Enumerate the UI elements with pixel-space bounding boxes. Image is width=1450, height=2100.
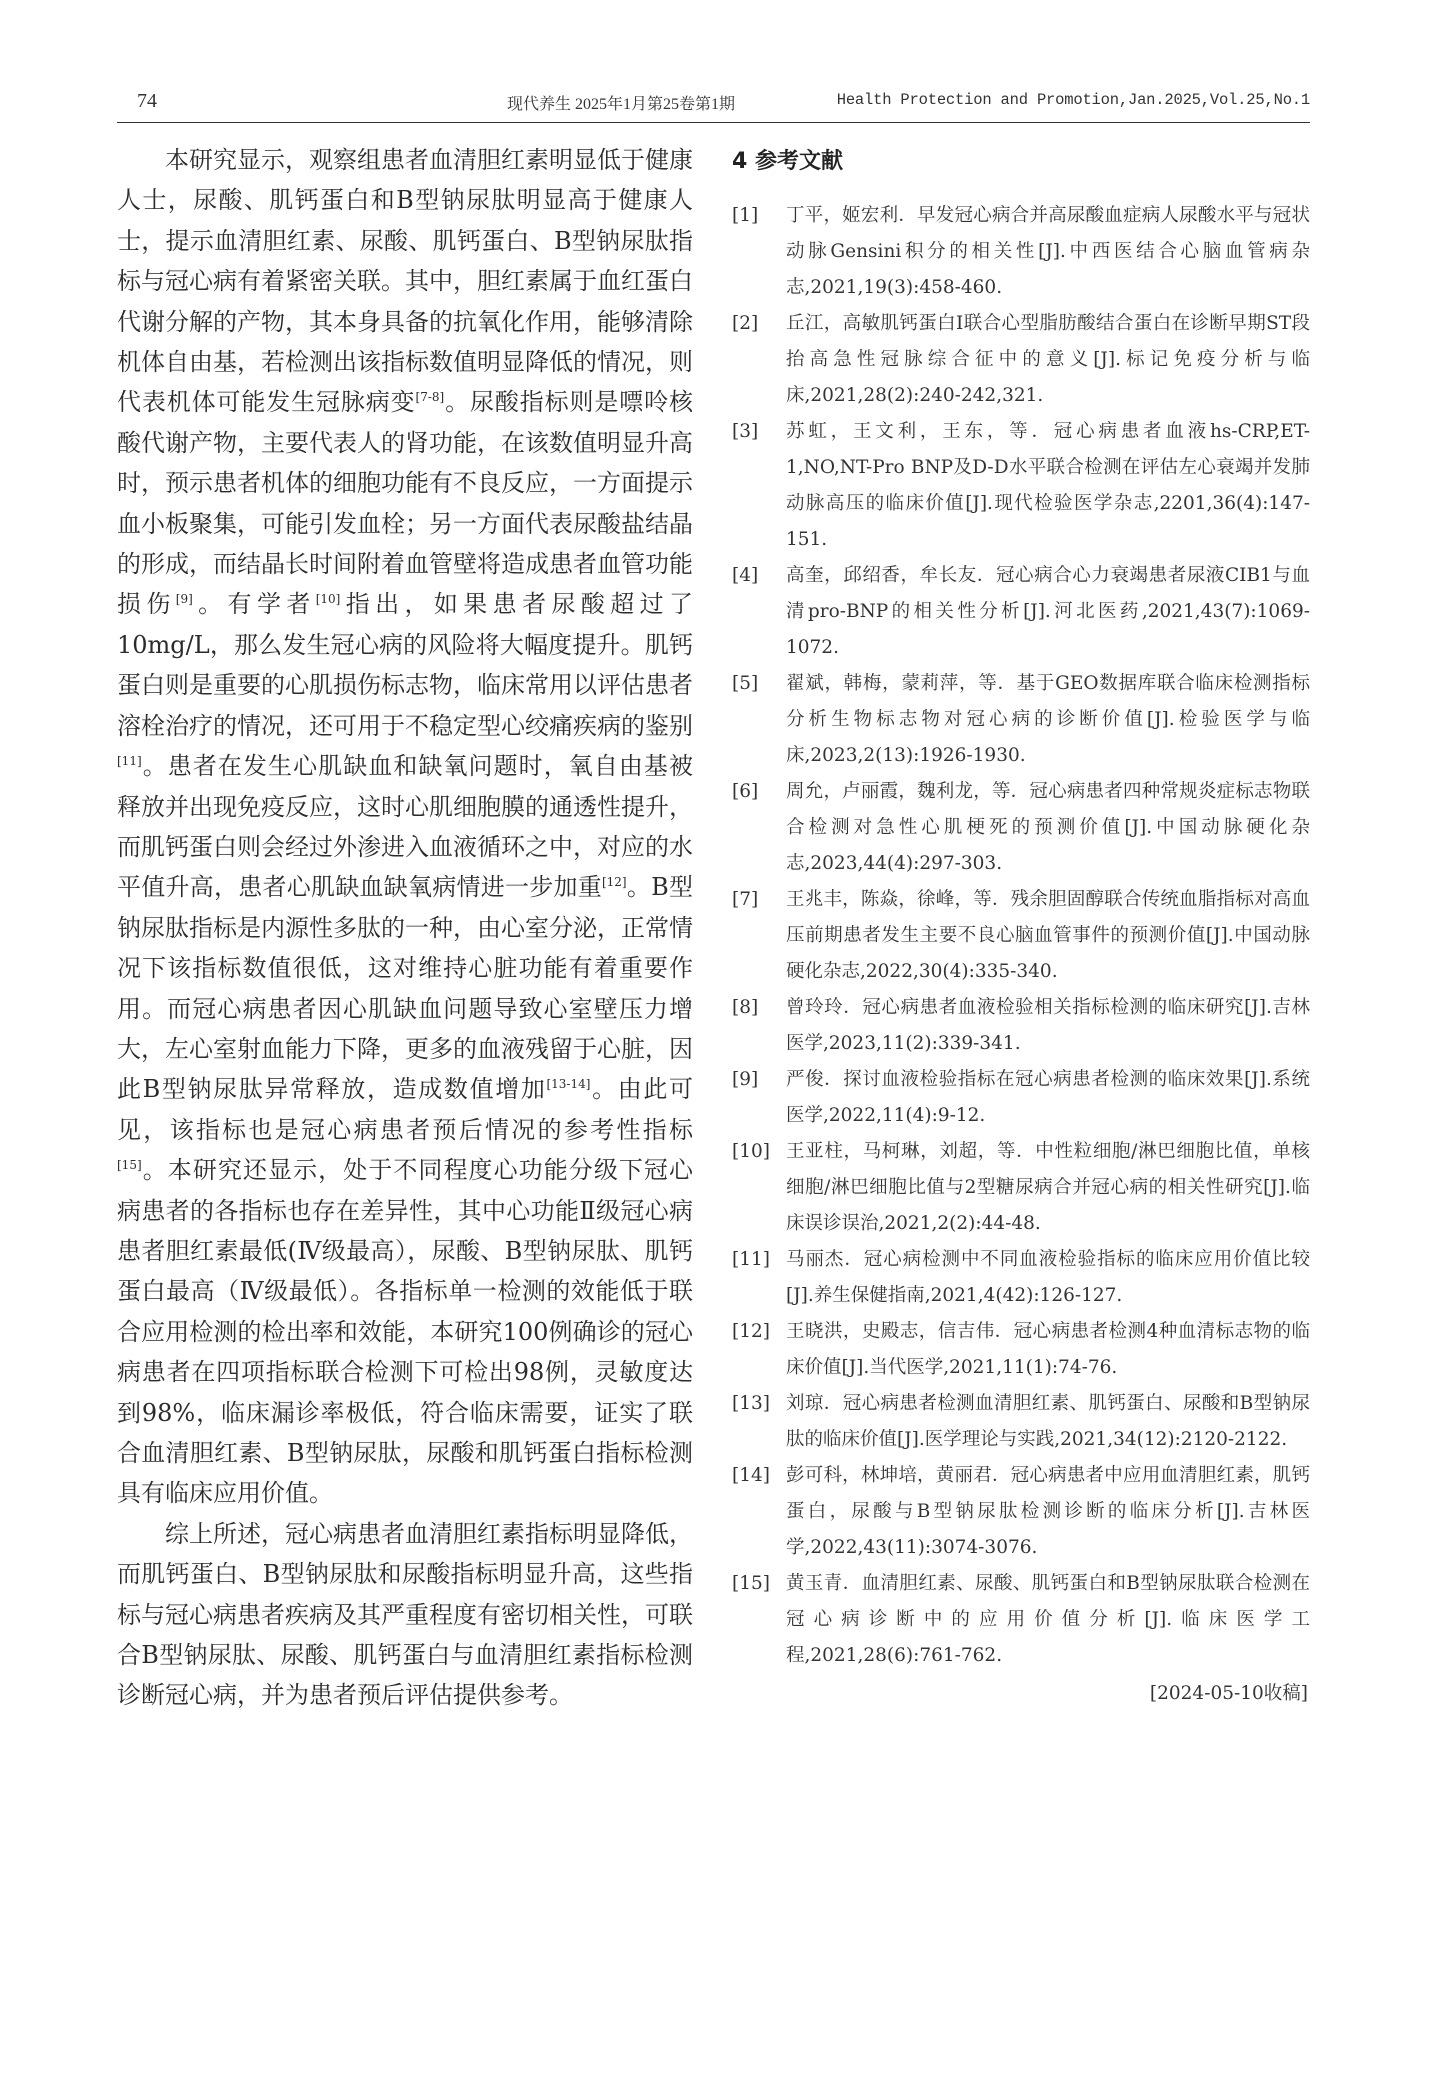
reference-text: 周允，卢丽霞，魏利龙，等．冠心病患者四种常规炎症标志物联合检测对急性心肌梗死的预测价值[J].中国动脉硬化杂志,2023,44(4):297-303. (786, 781, 1310, 874)
reference-number: [15] (732, 1573, 770, 1594)
reference-text: 丁平，姬宏利．早发冠心病合并高尿酸血症病人尿酸水平与冠状动脉Gensini积分的相关性[J].中西医结合心脑血管病杂志,2021,19(3):458-460. (786, 205, 1310, 298)
right-column (732, 140, 1310, 1712)
reference-item (732, 882, 1310, 990)
reference-item (732, 1458, 1310, 1566)
reference-text: 彭可科，林坤培，黄丽君．冠心病患者中应用血清胆红素，肌钙蛋白，尿酸与B型钠尿肽检测诊断的临床分析[J].吉林医学,2022,43(11):3074-3076. (786, 1465, 1310, 1558)
conclusion-paragraph: 综上所述，冠心病患者血清胆红素指标明显降低，而肌钙蛋白、B型钠尿肽和尿酸指标明显升高，这些指标与冠心病患者疾病及其严重程度有密切相关性，可联合B型钠尿肽、尿酸、肌钙蛋白与血清胆红素指标检测诊断冠心病，并为患者预后评估提供参考。 (117, 1519, 693, 1710)
citation: [12] (601, 875, 627, 890)
reference-text: 曾玲玲．冠心病患者血液检验相关指标检测的临床研究[J].吉林医学,2023,11(2):339-341. (786, 997, 1310, 1054)
reference-number: [11] (732, 1249, 770, 1270)
reference-item (732, 1242, 1310, 1314)
citation: [11] (117, 754, 142, 769)
reference-list (732, 198, 1310, 1674)
reference-text: 翟斌，韩梅，蒙莉萍，等．基于GEO数据库联合临床检测指标分析生物标志物对冠心病的诊断价值[J].检验医学与临床,2023,2(13):1926-1930. (786, 673, 1310, 766)
reference-number: [12] (732, 1321, 770, 1342)
references-heading: 4 参考文献 (732, 149, 843, 174)
reference-text: 高奎，邱绍香，牟长友．冠心病合心力衰竭患者尿液CIB1与血清pro-BNP的相关性分析[J].河北医药,2021,43(7):1069-1072. (786, 565, 1310, 658)
page-number: 74 (137, 90, 157, 112)
reference-item (732, 1566, 1310, 1674)
reference-number: [7] (732, 889, 759, 910)
citation: [7-8] (415, 390, 445, 405)
reference-text: 马丽杰．冠心病检测中不同血液检验指标的临床应用价值比较[J].养生保健指南,2021,4(42):126-127. (786, 1249, 1310, 1306)
reference-text: 王晓洪，史殿志，信吉伟．冠心病患者检测4种血清标志物的临床价值[J].当代医学,2021,11(1):74-76. (786, 1321, 1310, 1378)
citation: [10] (315, 592, 341, 607)
discussion-paragraph: 本研究显示，观察组患者血清胆红素明显低于健康人士，尿酸、肌钙蛋白和B型钠尿肽明显高于健康人士，提示血清胆红素、尿酸、肌钙蛋白、B型钠尿肽指标与冠心病有着紧密关联。其中，胆红素属于血红蛋白代谢分解的产物，其本身具备的抗氧化作用，能够清除机体自由基，若检测出该指标数值明显降低的情况，则代表机体可能发生冠脉病变[7-8]。尿酸指标则是嘌呤核酸代谢产物，主要代表人的肾功能，在该数值明显升高时，预示患者机体的细胞功能有不良反应，一方面提示血小板聚集，可能引发血栓；另一方面代表尿酸盐结晶的形成，而结晶长时间附着血管壁将造成患者血管功能损伤[9]。有学者[10]指出，如果患者尿酸超过了10mg/L，那么发生冠心病的风险将大幅度提升。肌钙蛋白则是重要的心肌损伤标志物，临床常用以评估患者溶栓治疗的情况，还可用于不稳定型心绞痛疾病的鉴别[11]。患者在发生心肌缺血和缺氧问题时，氧自由基被释放并出现免疫反应，这时心肌细胞膜的通透性提升，而肌钙蛋白则会经过外渗进入血液循环之中，对应的水平值升高，患者心肌缺血缺氧病情进一步加重[12]。B型钠尿肽指标是内源性多肽的一种，由心室分泌，正常情况下该指标数值很低，这对维持心脏功能有着重要作用。而冠心病患者因心肌缺血问题导致心室壁压力增大，左心室射血能力下降，更多的血液残留于心脏，因此B型钠尿肽异常释放，造成数值增加[13-14]。由此可见，该指标也是冠心病患者预后情况的参考性指标[15]。本研究还显示，处于不同程度心功能分级下冠心病患者的各指标也存在差异性，其中心功能Ⅱ级冠心病患者胆红素最低(Ⅳ级最高），尿酸、B型钠尿肽、肌钙蛋白最高（Ⅳ级最低）。各指标单一检测的效能低于联合应用检测的检出率和效能，本研究100例确诊的冠心病患者在四项指标联合检测下可检出98例，灵敏度达到98%，临床漏诊率极低，符合临床需要，证实了联合血清胆红素、B型钠尿肽，尿酸和肌钙蛋白指标检测具有临床应用价值。 (117, 146, 694, 1508)
citation: [13-14] (546, 1077, 591, 1092)
journal-title-en: Health Protection and Promotion,Jan.2025,Vol.25,No.1 (836, 91, 1310, 109)
left-column (117, 140, 693, 1716)
reference-number: [10] (732, 1141, 770, 1162)
reference-number: [6] (732, 781, 759, 802)
reference-number: [14] (732, 1465, 770, 1486)
citation: [9] (175, 592, 193, 607)
citation: [15] (117, 1158, 142, 1173)
reference-item (732, 1386, 1310, 1458)
reference-text: 苏虹，王文利，王东，等．冠心病患者血液hs-CRP,ET-1,NO,NT-Pro BNP及D-D水平联合检测在评估左心衰竭并发肺动脉高压的临床价值[J].现代检验医学杂志,2201,36(4):147-151. (786, 421, 1310, 550)
reference-item (732, 774, 1310, 882)
reference-number: [9] (732, 1069, 759, 1090)
reference-number: [4] (732, 565, 759, 586)
reference-item (732, 1062, 1310, 1134)
reference-item (732, 1314, 1310, 1386)
reference-number: [8] (732, 997, 759, 1018)
reference-item (732, 666, 1310, 774)
reference-item (732, 306, 1310, 414)
reference-item (732, 558, 1310, 666)
reference-text: 刘琼．冠心病患者检测血清胆红素、肌钙蛋白、尿酸和B型钠尿肽的临床价值[J].医学理论与实践,2021,34(12):2120-2122. (786, 1393, 1310, 1450)
reference-text: 王亚柱，马柯琳，刘超，等．中性粒细胞/淋巴细胞比值，单核细胞/淋巴细胞比值与2型糖尿病合并冠心病的相关性研究[J].临床误诊误治,2021,2(2):44-48. (786, 1141, 1310, 1234)
reference-number: [5] (732, 673, 759, 694)
received-date: [2024-05-10收稿] (1149, 1683, 1308, 1704)
reference-item (732, 198, 1310, 306)
reference-text: 严俊．探讨血液检验指标在冠心病患者检测的临床效果[J].系统医学,2022,11(4):9-12. (786, 1069, 1310, 1126)
reference-text: 丘江，高敏肌钙蛋白I联合心型脂肪酸结合蛋白在诊断早期ST段抬高急性冠脉综合征中的意义[J].标记免疫分析与临床,2021,28(2):240-242,321. (786, 313, 1310, 406)
reference-text: 黄玉青．血清胆红素、尿酸、肌钙蛋白和B型钠尿肽联合检测在冠心病诊断中的应用价值分析[J].临床医学工程,2021,28(6):761-762. (786, 1573, 1310, 1666)
reference-item (732, 414, 1310, 558)
reference-number: [1] (732, 205, 759, 226)
journal-title-cn: 现代养生 2025年1月第25卷第1期 (507, 96, 736, 113)
running-header (117, 82, 1310, 123)
reference-text: 王兆丰，陈焱，徐峰，等．残余胆固醇联合传统血脂指标对高血压前期患者发生主要不良心脑血管事件的预测价值[J].中国动脉硬化杂志,2022,30(4):335-340. (786, 889, 1310, 982)
reference-number: [2] (732, 313, 759, 334)
reference-item (732, 1134, 1310, 1242)
reference-number: [13] (732, 1393, 770, 1414)
reference-number: [3] (732, 421, 759, 442)
reference-item (732, 990, 1310, 1062)
